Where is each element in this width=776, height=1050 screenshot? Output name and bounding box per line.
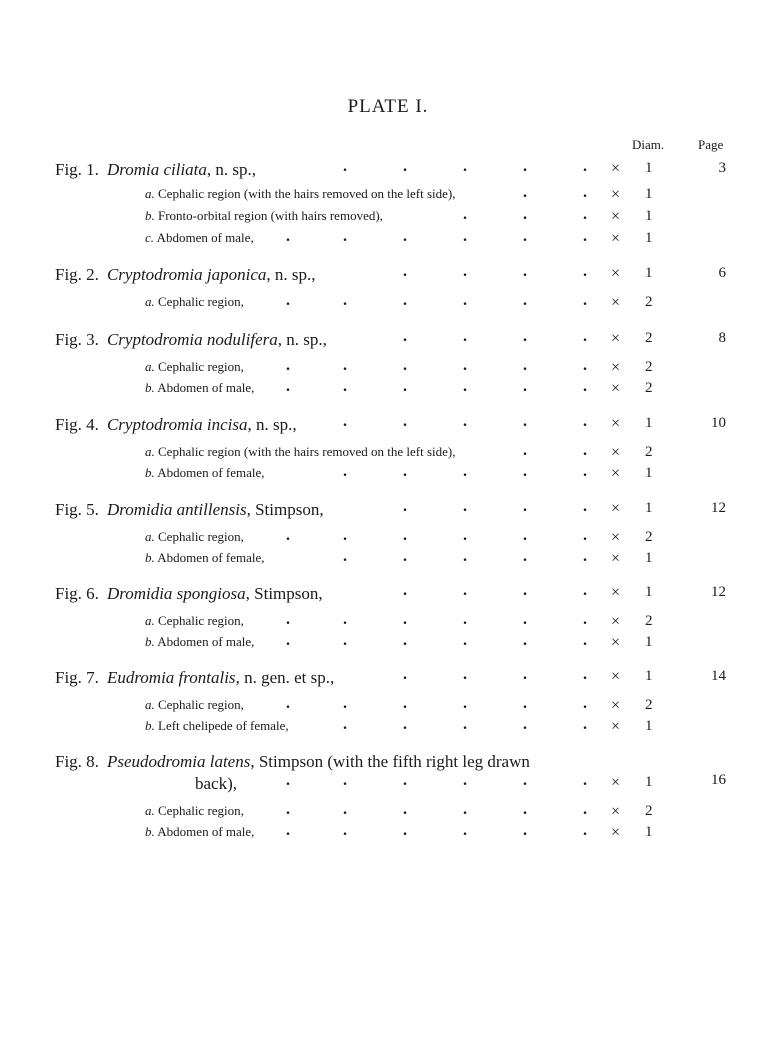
entry-text: Abdomen of male, — [156, 230, 254, 245]
species-name: Eudromia frontalis — [106, 668, 236, 687]
times-sign: × — [611, 803, 621, 820]
sub-row — [0, 294, 776, 316]
plate-title: PLATE I. — [347, 96, 429, 117]
diam-value: 2 — [645, 380, 653, 396]
times-sign: × — [611, 160, 621, 177]
leader-dots: . . . . . . — [286, 527, 587, 544]
page-number: 10 — [711, 415, 726, 431]
diam-value: 2 — [645, 444, 653, 460]
page-number: 12 — [711, 584, 726, 600]
sub-row — [0, 803, 776, 825]
leader-dots: . . — [523, 184, 587, 201]
page-column-header: Page — [698, 137, 724, 152]
diam-value: 2 — [645, 294, 653, 310]
leader-dots: . . . . — [403, 328, 587, 345]
diam-value: 2 — [645, 359, 653, 375]
times-sign: × — [611, 265, 621, 282]
diam-value: 1 — [645, 500, 653, 516]
leader-dots: . . . . . . — [286, 357, 587, 374]
figure-row — [0, 330, 776, 352]
entry-text: , n. sp., — [247, 415, 297, 434]
times-sign: × — [611, 613, 621, 630]
leader-dots: . . . . . . — [286, 822, 587, 839]
sub-letter: a. — [145, 359, 155, 374]
times-sign: × — [611, 584, 621, 601]
page-number: 3 — [718, 160, 726, 176]
sub-row — [0, 444, 776, 466]
leader-dots: . . . . . . — [286, 695, 587, 712]
page-number: 16 — [711, 772, 726, 788]
species-name: Dromidia antillensis — [106, 500, 247, 519]
sub-letter: a. — [145, 613, 155, 628]
times-sign: × — [611, 774, 621, 791]
sub-row — [0, 359, 776, 381]
leader-dots: . . . . . . — [286, 801, 587, 818]
entry-text: Fronto-orbital region (with hairs removed), — [158, 208, 383, 223]
page-number: 8 — [718, 330, 726, 346]
sub-letter: a. — [145, 803, 155, 818]
entry-text: Fig. 2. — [55, 265, 99, 284]
sub-row — [0, 824, 776, 846]
diam-value: 1 — [645, 230, 653, 246]
entry-text: Abdomen of female, — [157, 550, 265, 565]
entry-text: Abdomen of male, — [157, 380, 255, 395]
times-sign: × — [611, 444, 621, 461]
sub-letter: c. — [145, 230, 155, 245]
times-sign: × — [611, 230, 621, 247]
diam-value: 1 — [645, 415, 653, 431]
diam-value: 2 — [645, 697, 653, 713]
leader-dots: . . . . . — [343, 158, 587, 175]
sub-row — [0, 634, 776, 656]
diam-value: 1 — [645, 774, 653, 790]
leader-dots: . . . . — [403, 498, 587, 515]
times-sign: × — [611, 824, 621, 841]
entry-text: , n. sp., — [206, 160, 257, 179]
times-sign: × — [611, 380, 621, 397]
diam-value: 1 — [645, 465, 653, 481]
species-name: Dromia ciliata — [106, 160, 207, 179]
diam-value: 1 — [645, 265, 653, 281]
entry-text: Cephalic region (with the hairs removed on the left side), — [158, 444, 456, 459]
sub-row — [0, 718, 776, 740]
sub-row — [0, 186, 776, 208]
leader-dots: . . . . — [403, 582, 587, 599]
sub-letter: b. — [145, 208, 155, 223]
sub-row — [0, 697, 776, 719]
leader-dots: . . . . — [403, 666, 587, 683]
leader-dots: . . . . . . — [286, 611, 587, 628]
leader-dots: . . . — [463, 206, 587, 223]
figure-row — [0, 265, 776, 287]
entry-text: Cephalic region, — [158, 803, 244, 818]
diam-value: 1 — [645, 208, 653, 224]
leader-dots: . . . . . — [343, 463, 587, 480]
figure-row — [0, 668, 776, 690]
diam-value: 1 — [645, 584, 653, 600]
entry-text: , Stimpson, — [246, 500, 324, 519]
page-number: 14 — [711, 668, 726, 684]
times-sign: × — [611, 668, 621, 685]
times-sign: × — [611, 330, 621, 347]
species-name: Pseudodromia latens — [106, 752, 251, 771]
times-sign: × — [611, 359, 621, 376]
page-number: 12 — [711, 500, 726, 516]
entry-text: , n. gen. et sp., — [235, 668, 335, 687]
times-sign: × — [611, 550, 621, 567]
leader-dots: . . . . — [403, 263, 587, 280]
leader-dots: . . . . . — [343, 716, 587, 733]
leader-dots: . . . . . — [343, 548, 587, 565]
entry-text: Cephalic region, — [158, 697, 244, 712]
figure-row — [0, 500, 776, 522]
entry-text: Abdomen of male, — [157, 634, 255, 649]
diam-value: 1 — [645, 186, 653, 202]
times-sign: × — [611, 634, 621, 651]
diam-column-header: Diam. — [632, 137, 665, 152]
sub-letter: b. — [145, 718, 155, 733]
species-name: Cryptodromia incisa — [106, 415, 248, 434]
entry-label-continuation: back), — [195, 774, 238, 793]
sub-row — [0, 208, 776, 230]
entry-text: Abdomen of female, — [157, 465, 265, 480]
entry-text: Cephalic region, — [158, 529, 244, 544]
times-sign: × — [611, 465, 621, 482]
entry-text: Fig. 6. — [55, 584, 99, 603]
diam-value: 2 — [645, 529, 653, 545]
times-sign: × — [611, 697, 621, 714]
sub-letter: a. — [145, 186, 155, 201]
diam-value: 1 — [645, 824, 653, 840]
times-sign: × — [611, 415, 621, 432]
entry-text: Fig. 8. — [55, 752, 99, 771]
entry-text: Cephalic region, — [158, 613, 244, 628]
page-number: 6 — [718, 265, 726, 281]
species-name: Cryptodromia nodulifera — [106, 330, 278, 349]
figure-row — [0, 415, 776, 437]
entry-text: , n. sp., — [277, 330, 327, 349]
entry-text: Cephalic region, — [158, 294, 244, 309]
sub-row — [0, 380, 776, 402]
sub-letter: b. — [145, 550, 155, 565]
diam-value: 1 — [645, 718, 653, 734]
times-sign: × — [611, 500, 621, 517]
figure-row — [0, 160, 776, 182]
sub-row — [0, 550, 776, 572]
entry-text: Fig. 3. — [55, 330, 99, 349]
sub-letter: a. — [145, 529, 155, 544]
sub-letter: a. — [145, 697, 155, 712]
figure-row-continuation — [0, 774, 776, 796]
sub-row — [0, 230, 776, 252]
times-sign: × — [611, 186, 621, 203]
entry-text: Abdomen of male, — [157, 824, 255, 839]
sub-letter: b. — [145, 634, 155, 649]
diam-value: 2 — [645, 613, 653, 629]
sub-letter: b. — [145, 380, 155, 395]
sub-row — [0, 613, 776, 635]
entry-text: , Stimpson, — [245, 584, 323, 603]
entry-text: Fig. 7. — [55, 668, 99, 687]
diam-value: 2 — [645, 330, 653, 346]
diam-value: 1 — [645, 634, 653, 650]
diam-value: 2 — [645, 803, 653, 819]
figure-row — [0, 584, 776, 606]
entry-label — [55, 752, 530, 772]
sub-letter: a. — [145, 444, 155, 459]
sub-letter: b. — [145, 465, 155, 480]
diam-value: 1 — [645, 668, 653, 684]
species-name: Dromidia spongiosa — [106, 584, 246, 603]
entry-text: Left chelipede of female, — [158, 718, 289, 733]
entry-text: , Stimpson (with the fifth right leg drawn — [250, 752, 530, 771]
sub-letter: a. — [145, 294, 155, 309]
species-name: Cryptodromia japonica — [106, 265, 267, 284]
entry-text: Fig. 5. — [55, 500, 99, 519]
leader-dots: . . . . . . — [286, 378, 587, 395]
leader-dots: . . . . . . — [286, 772, 587, 789]
times-sign: × — [611, 208, 621, 225]
entry-text: , n. sp., — [266, 265, 316, 284]
entry-text: Fig. 4. — [55, 415, 99, 434]
times-sign: × — [611, 529, 621, 546]
times-sign: × — [611, 294, 621, 311]
leader-dots: . . . . . . — [286, 632, 587, 649]
entry-text: Cephalic region (with the hairs removed on the left side), — [158, 186, 456, 201]
diam-value: 1 — [645, 550, 653, 566]
sub-row — [0, 465, 776, 487]
sub-row — [0, 529, 776, 551]
leader-dots: . . — [523, 442, 587, 459]
sub-letter: b. — [145, 824, 155, 839]
leader-dots: . . . . . . — [286, 228, 587, 245]
entry-text: Fig. 1. — [55, 160, 99, 179]
entry-text: Cephalic region, — [158, 359, 244, 374]
diam-value: 1 — [645, 160, 653, 176]
leader-dots: . . . . . — [343, 413, 587, 430]
leader-dots: . . . . . . — [286, 292, 587, 309]
times-sign: × — [611, 718, 621, 735]
